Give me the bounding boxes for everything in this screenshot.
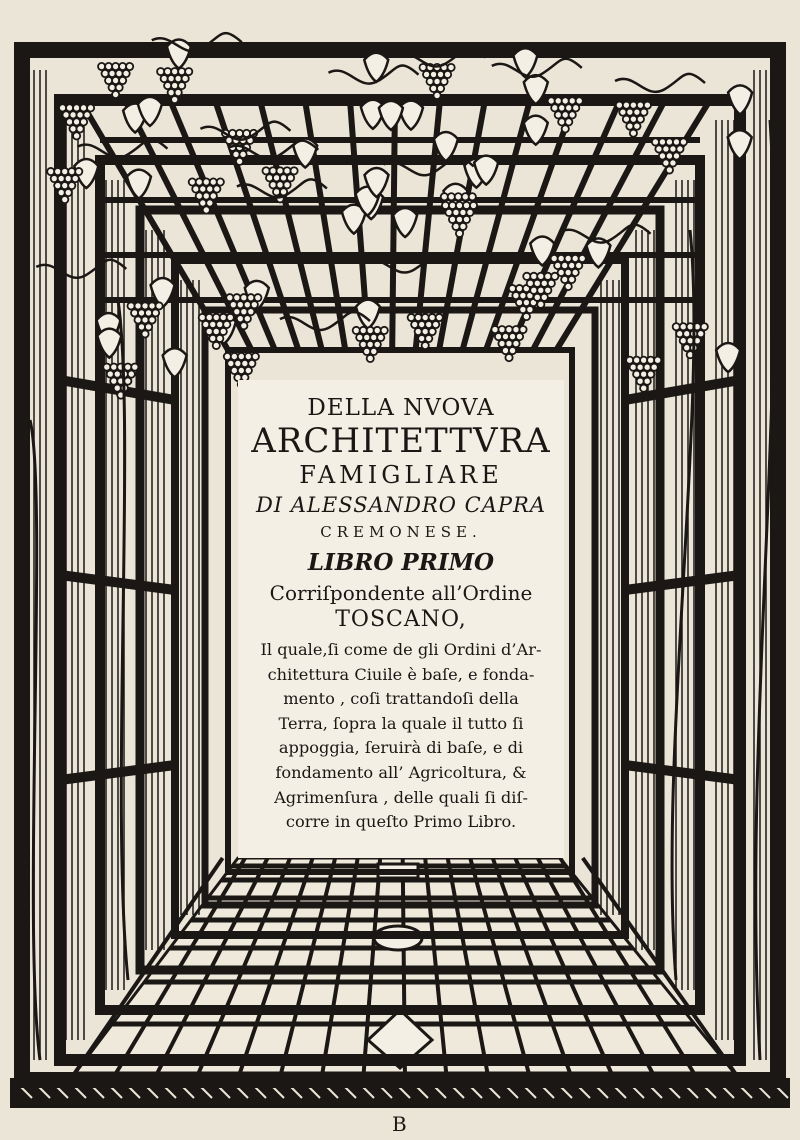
grape xyxy=(432,321,439,328)
vine-leaf xyxy=(127,170,151,199)
grape xyxy=(673,152,680,159)
grape xyxy=(680,138,687,145)
author-line: DI ALESSANDRO CAPRA xyxy=(255,493,547,517)
grape xyxy=(463,216,470,223)
description-line: Agrimenſura , delle quali ſi diſ- xyxy=(274,787,528,807)
grape xyxy=(248,360,255,367)
climbing-vine xyxy=(118,300,128,980)
grape xyxy=(236,158,243,165)
grape xyxy=(697,330,704,337)
grape xyxy=(456,230,463,237)
grape xyxy=(283,181,290,188)
description-line: chitettura Ciuile è baſe, e fonda- xyxy=(267,664,535,684)
grape xyxy=(76,125,83,132)
grape xyxy=(644,102,651,109)
grape xyxy=(640,109,647,116)
order-line: Corriſpondente all’Ordine xyxy=(269,581,533,605)
description-line: fondamento all’ Agricoltura, & xyxy=(275,762,527,782)
grape xyxy=(245,367,252,374)
grape xyxy=(128,370,135,377)
grape xyxy=(124,377,131,384)
grape xyxy=(73,132,80,139)
description-line: Il quale,ſi come de gli Ordini d’Ar- xyxy=(260,640,542,659)
grape xyxy=(633,123,640,130)
grape xyxy=(637,116,644,123)
grape xyxy=(444,71,451,78)
vine-leaf xyxy=(513,48,537,77)
grape xyxy=(466,209,473,216)
grape xyxy=(654,357,661,364)
grape-cluster xyxy=(491,326,526,361)
grape xyxy=(370,348,377,355)
grape xyxy=(244,315,251,322)
grape xyxy=(562,125,569,132)
grape xyxy=(206,199,213,206)
vine-leaf xyxy=(163,348,187,377)
grape xyxy=(505,354,512,361)
grape xyxy=(87,104,94,111)
climbing-vine xyxy=(30,420,40,1060)
vine-leaf xyxy=(393,208,417,237)
grape xyxy=(220,328,227,335)
grape xyxy=(65,189,72,196)
grape xyxy=(126,63,133,70)
grape-cluster xyxy=(98,63,133,98)
grape xyxy=(422,342,429,349)
grape xyxy=(512,340,519,347)
grape xyxy=(239,151,246,158)
grape xyxy=(519,326,526,333)
grape xyxy=(526,306,533,313)
grape xyxy=(203,206,210,213)
grape xyxy=(433,92,440,99)
author-origin: CREMONESE. xyxy=(320,523,482,541)
grape xyxy=(171,96,178,103)
grape xyxy=(210,192,217,199)
grape xyxy=(80,118,87,125)
grape xyxy=(252,353,259,360)
vine-leaf xyxy=(728,130,752,159)
grape xyxy=(75,168,82,175)
grape xyxy=(644,378,651,385)
grape xyxy=(565,283,572,290)
description-line: Terra, ſopra la quale il tutto ſi xyxy=(278,713,524,733)
vine-leaf xyxy=(167,40,191,69)
grape xyxy=(182,75,189,82)
grape xyxy=(516,333,523,340)
grape xyxy=(251,301,258,308)
grape xyxy=(381,327,388,334)
grape xyxy=(676,145,683,152)
vine-leaf xyxy=(399,101,423,130)
grape xyxy=(290,167,297,174)
grape xyxy=(425,335,432,342)
title-line-architettura: ARCHITETTVRA xyxy=(251,421,551,461)
grape xyxy=(213,185,220,192)
description-line: appoggia, ſeruirà di baſe, e di xyxy=(278,738,524,758)
grape xyxy=(287,174,294,181)
grape xyxy=(216,335,223,342)
grape xyxy=(61,196,68,203)
grape xyxy=(217,178,224,185)
grape xyxy=(68,182,75,189)
grape xyxy=(669,159,676,166)
vine-leaf xyxy=(728,85,752,114)
grape xyxy=(572,104,579,111)
grape xyxy=(119,77,126,84)
grape xyxy=(541,294,548,301)
grape xyxy=(647,371,654,378)
grape xyxy=(72,175,79,182)
grape xyxy=(123,70,130,77)
grape xyxy=(537,301,544,308)
grape xyxy=(227,314,234,321)
grape xyxy=(523,313,530,320)
grape xyxy=(152,309,159,316)
grape xyxy=(572,269,579,276)
description-line: corre in queſto Primo Libro. xyxy=(285,812,517,832)
grape xyxy=(447,64,454,71)
grape xyxy=(701,323,708,330)
grape-cluster xyxy=(47,168,82,203)
grape xyxy=(185,68,192,75)
grape xyxy=(213,342,220,349)
grape xyxy=(630,130,637,137)
grape xyxy=(436,314,443,321)
grape xyxy=(469,193,476,200)
grape xyxy=(470,202,477,209)
grape xyxy=(565,118,572,125)
description-line: mento , coſi trattandoſi della xyxy=(283,689,519,709)
grape xyxy=(509,347,516,354)
grape xyxy=(367,355,374,362)
title-cartouche xyxy=(238,380,564,858)
grape-cluster xyxy=(353,327,388,362)
grape xyxy=(240,322,247,329)
grape xyxy=(83,111,90,118)
grape xyxy=(440,78,447,85)
grape xyxy=(568,276,575,283)
grape xyxy=(223,321,230,328)
grape xyxy=(569,111,576,118)
grape xyxy=(666,166,673,173)
grape-cluster xyxy=(419,64,454,99)
grape xyxy=(651,364,658,371)
grape xyxy=(377,334,384,341)
grape xyxy=(145,323,152,330)
grape xyxy=(112,91,119,98)
grape xyxy=(148,316,155,323)
vine-tendril xyxy=(615,74,705,92)
grape xyxy=(247,308,254,315)
grape xyxy=(254,294,261,301)
grape xyxy=(459,223,466,230)
title-line-della-nuova: DELLA NVOVA xyxy=(307,395,495,421)
grape xyxy=(374,341,381,348)
grape xyxy=(576,97,583,104)
order-name: TOSCANO, xyxy=(335,607,467,632)
grape-cluster xyxy=(548,97,583,132)
grape xyxy=(575,262,582,269)
grape xyxy=(437,85,444,92)
grape xyxy=(116,84,123,91)
grape xyxy=(548,280,555,287)
grape xyxy=(429,328,436,335)
signature-mark: B xyxy=(392,1112,407,1136)
grape xyxy=(178,82,185,89)
grape xyxy=(544,287,551,294)
grape xyxy=(551,273,558,280)
description-paragraph xyxy=(238,634,564,835)
grape xyxy=(141,330,148,337)
grape xyxy=(155,302,162,309)
title-line-famigliare: FAMIGLIARE xyxy=(299,461,503,489)
vine-leaf xyxy=(379,101,403,130)
book-label: LIBRO PRIMO xyxy=(307,549,495,576)
grape xyxy=(175,89,182,96)
grape-cluster xyxy=(442,202,477,237)
grape xyxy=(131,363,138,370)
grape xyxy=(640,385,647,392)
grape xyxy=(579,255,586,262)
